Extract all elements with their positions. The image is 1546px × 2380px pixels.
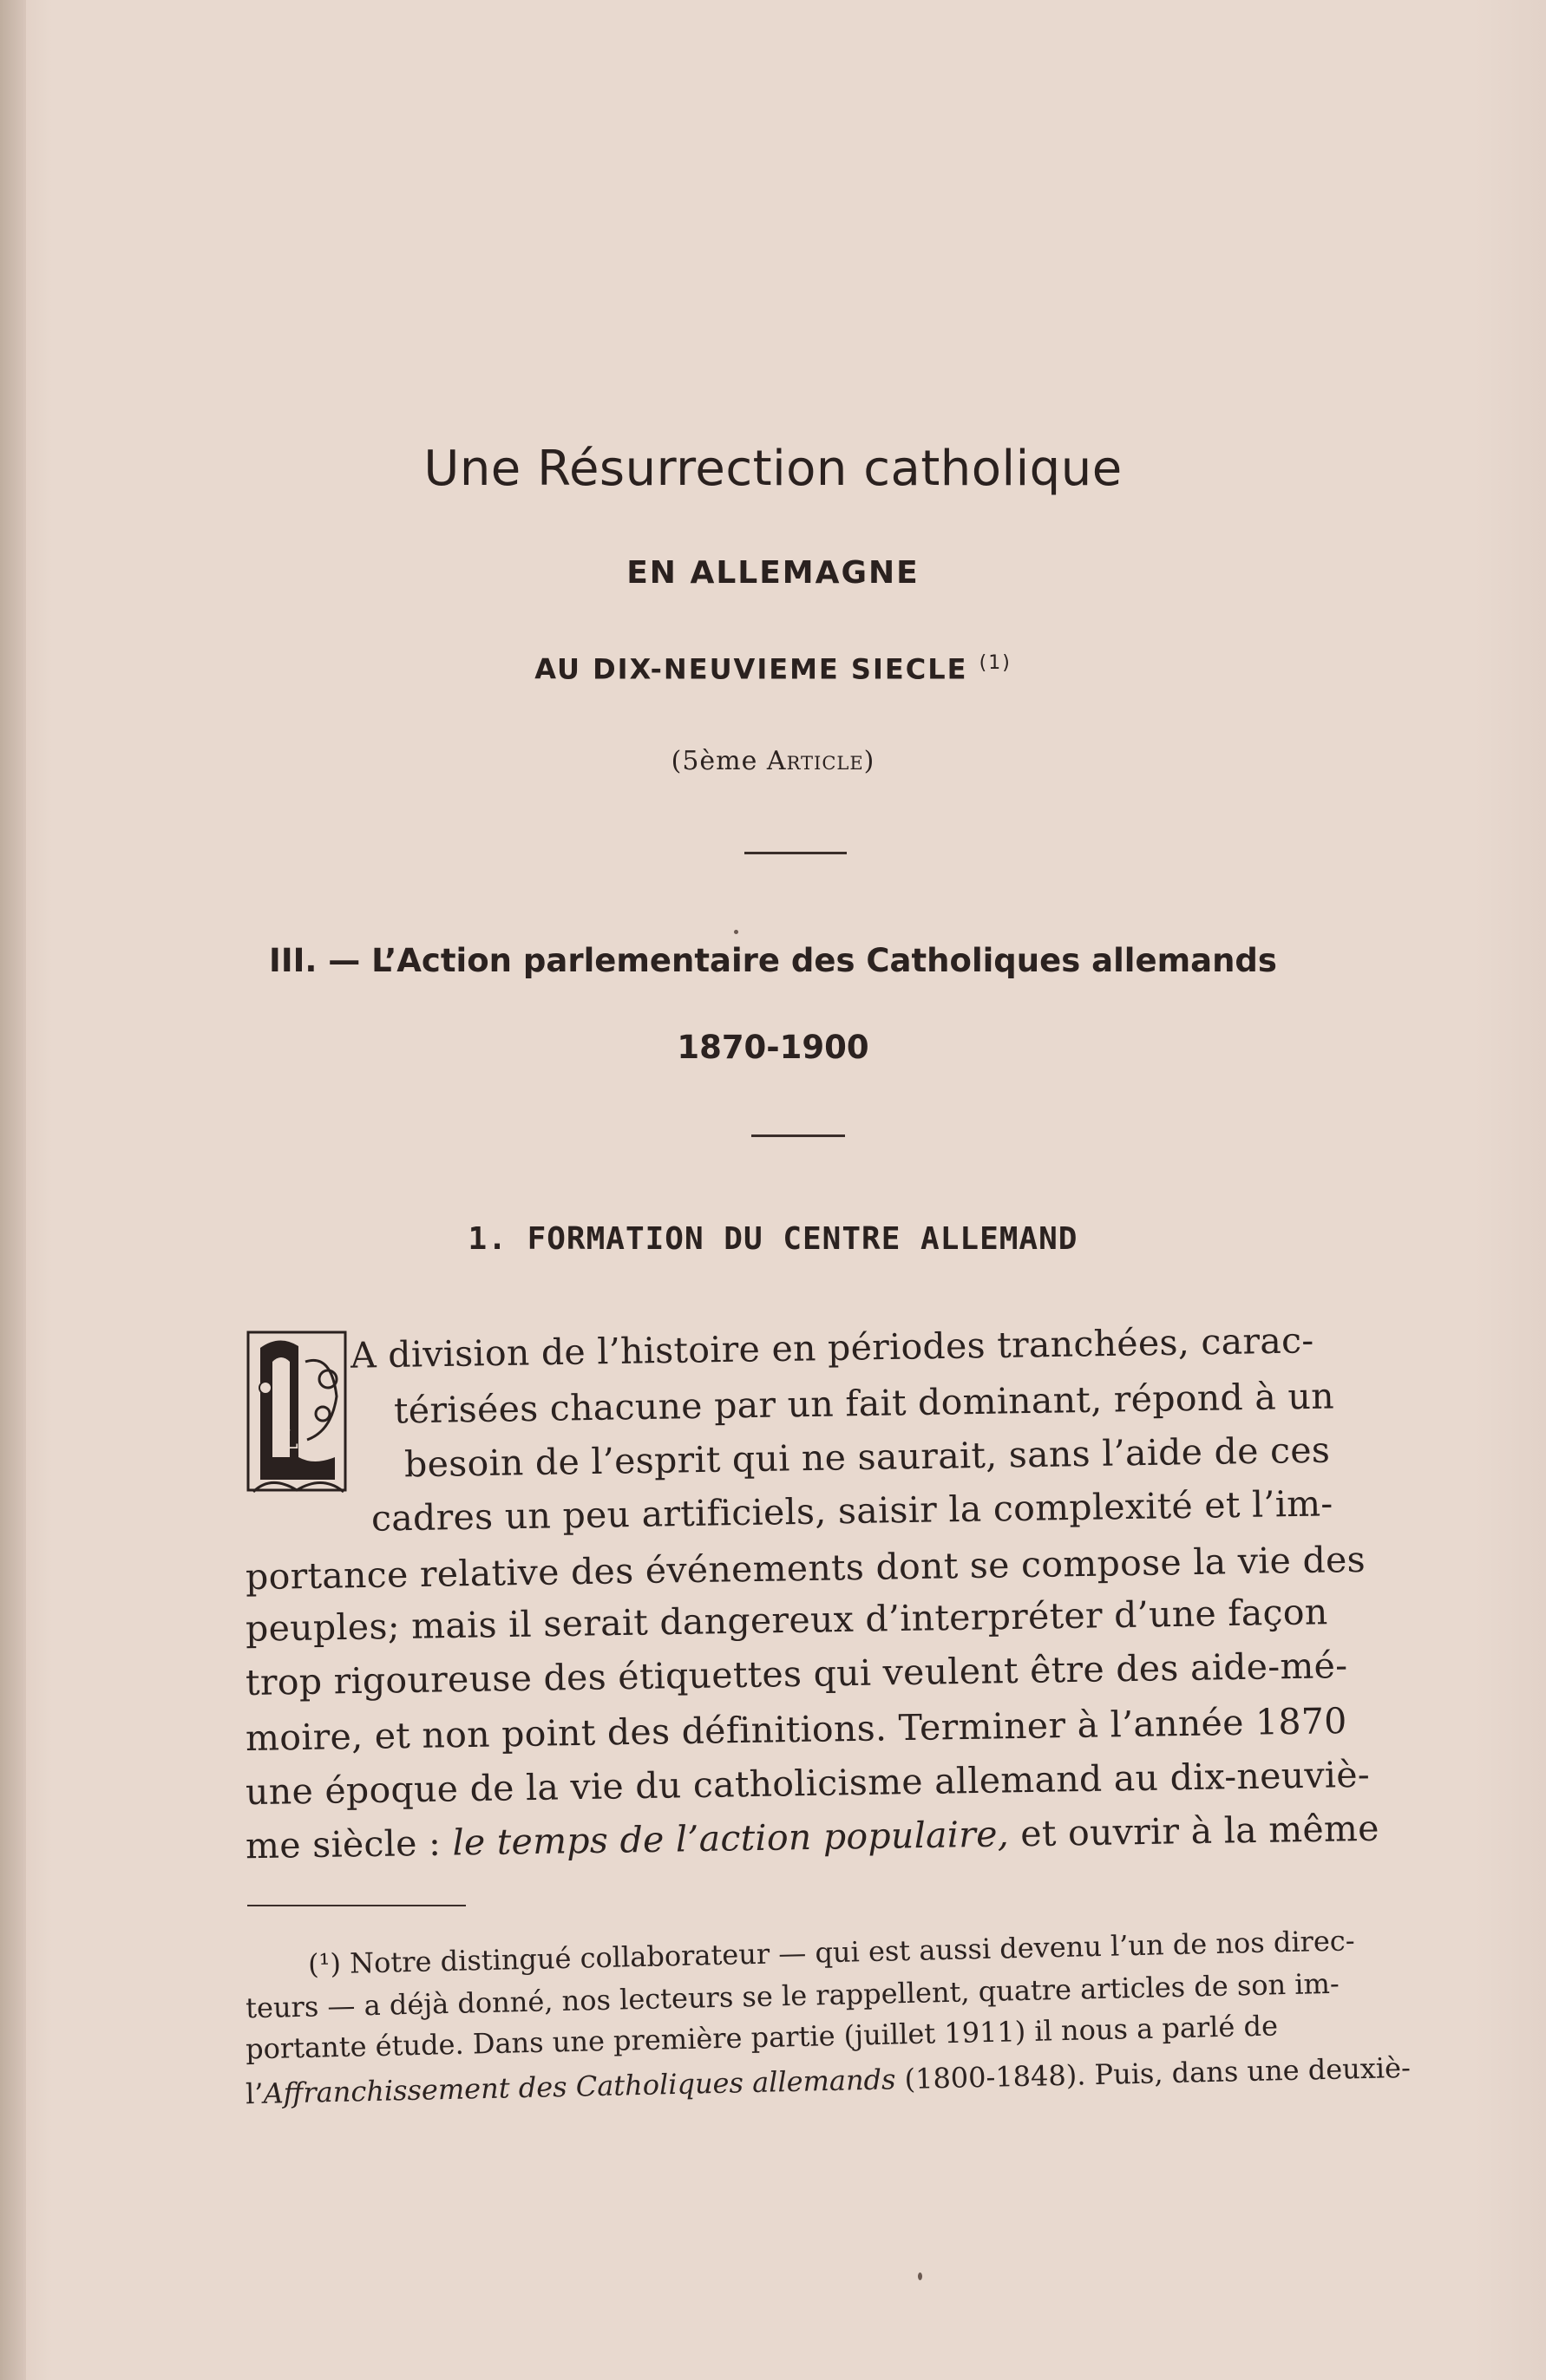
- page-gutter: [0, 0, 26, 2380]
- body-line: moire, et non point des définitions. Terminer à l’année 1870: [245, 1700, 1347, 1759]
- article-number-suffix: ): [863, 746, 875, 776]
- body-line: besoin de l’esprit qui ne saurait, sans l’aide de ces: [403, 1429, 1331, 1486]
- article-subtitle-country: EN ALLEMAGNE: [626, 555, 920, 591]
- ornamental-drop-cap: [245, 1327, 349, 1501]
- paper-speck: [734, 930, 738, 934]
- footnote-marker: (1): [979, 652, 1012, 674]
- drop-cap-letter: L: [281, 1425, 298, 1455]
- chapter-heading: 1. FORMATION DU CENTRE ALLEMAND: [468, 1221, 1078, 1257]
- article-title: Une Résurrection catholique: [423, 441, 1123, 497]
- separator-rule: [751, 1134, 845, 1137]
- paper-speck: [918, 2272, 922, 2280]
- body-line: une époque de la vie du catholicisme allemand au dix-neuviè-: [245, 1753, 1371, 1814]
- footnote-separator: [247, 1905, 466, 1906]
- section-heading: III. — L’Action parlementaire des Catholiques allemands: [269, 942, 1277, 979]
- body-line-start: me siècle :: [245, 1821, 453, 1867]
- body-line: A division de l’histoire en périodes tranchées, carac-: [350, 1319, 1314, 1376]
- article-number-prefix: (5ème: [671, 746, 767, 776]
- body-line-italic: le temps de l’action populaire,: [452, 1813, 1010, 1864]
- article-subtitle-century: [0, 652, 1546, 686]
- article-word: Article: [766, 746, 864, 776]
- footnote-line: (¹) Notre distingué collaborateur — qui est aussi devenu l’un de nos direc-: [307, 1924, 1355, 1981]
- footnote-line: portante étude. Dans une première partie (juillet 1911) il nous a parlé de: [245, 2009, 1279, 2066]
- article-number: [0, 746, 1546, 776]
- subtitle-century-text: AU DIX-NEUVIEME SIECLE: [534, 652, 968, 686]
- body-line: cadres un peu artificiels, saisir la complexité et l’im-: [370, 1482, 1333, 1540]
- body-line-last: [246, 1808, 1379, 1867]
- body-line-end: et ouvrir à la même: [1008, 1807, 1380, 1855]
- body-line: térisées chacune par un fait dominant, répond à un: [393, 1375, 1335, 1432]
- section-years: 1870-1900: [677, 1029, 869, 1066]
- separator-rule: [744, 852, 847, 854]
- footnote-end: (1800-1848). Puis, dans une deuxiè-: [895, 2050, 1412, 2096]
- body-line: peuples; mais il serait dangereux d’interpréter d’une façon: [245, 1591, 1328, 1650]
- body-line: portance relative des événements dont se compose la vie des: [245, 1538, 1366, 1599]
- body-line: trop rigoureuse des étiquettes qui veulent être des aide-mé-: [245, 1644, 1348, 1703]
- footnote-italic: Affranchissement des Catholiques allemands: [263, 2063, 896, 2110]
- footnote-line: teurs — a déjà donné, nos lecteurs se le rappellent, quatre articles de son im-: [245, 1966, 1340, 2025]
- footnote-start: l’: [245, 2076, 265, 2111]
